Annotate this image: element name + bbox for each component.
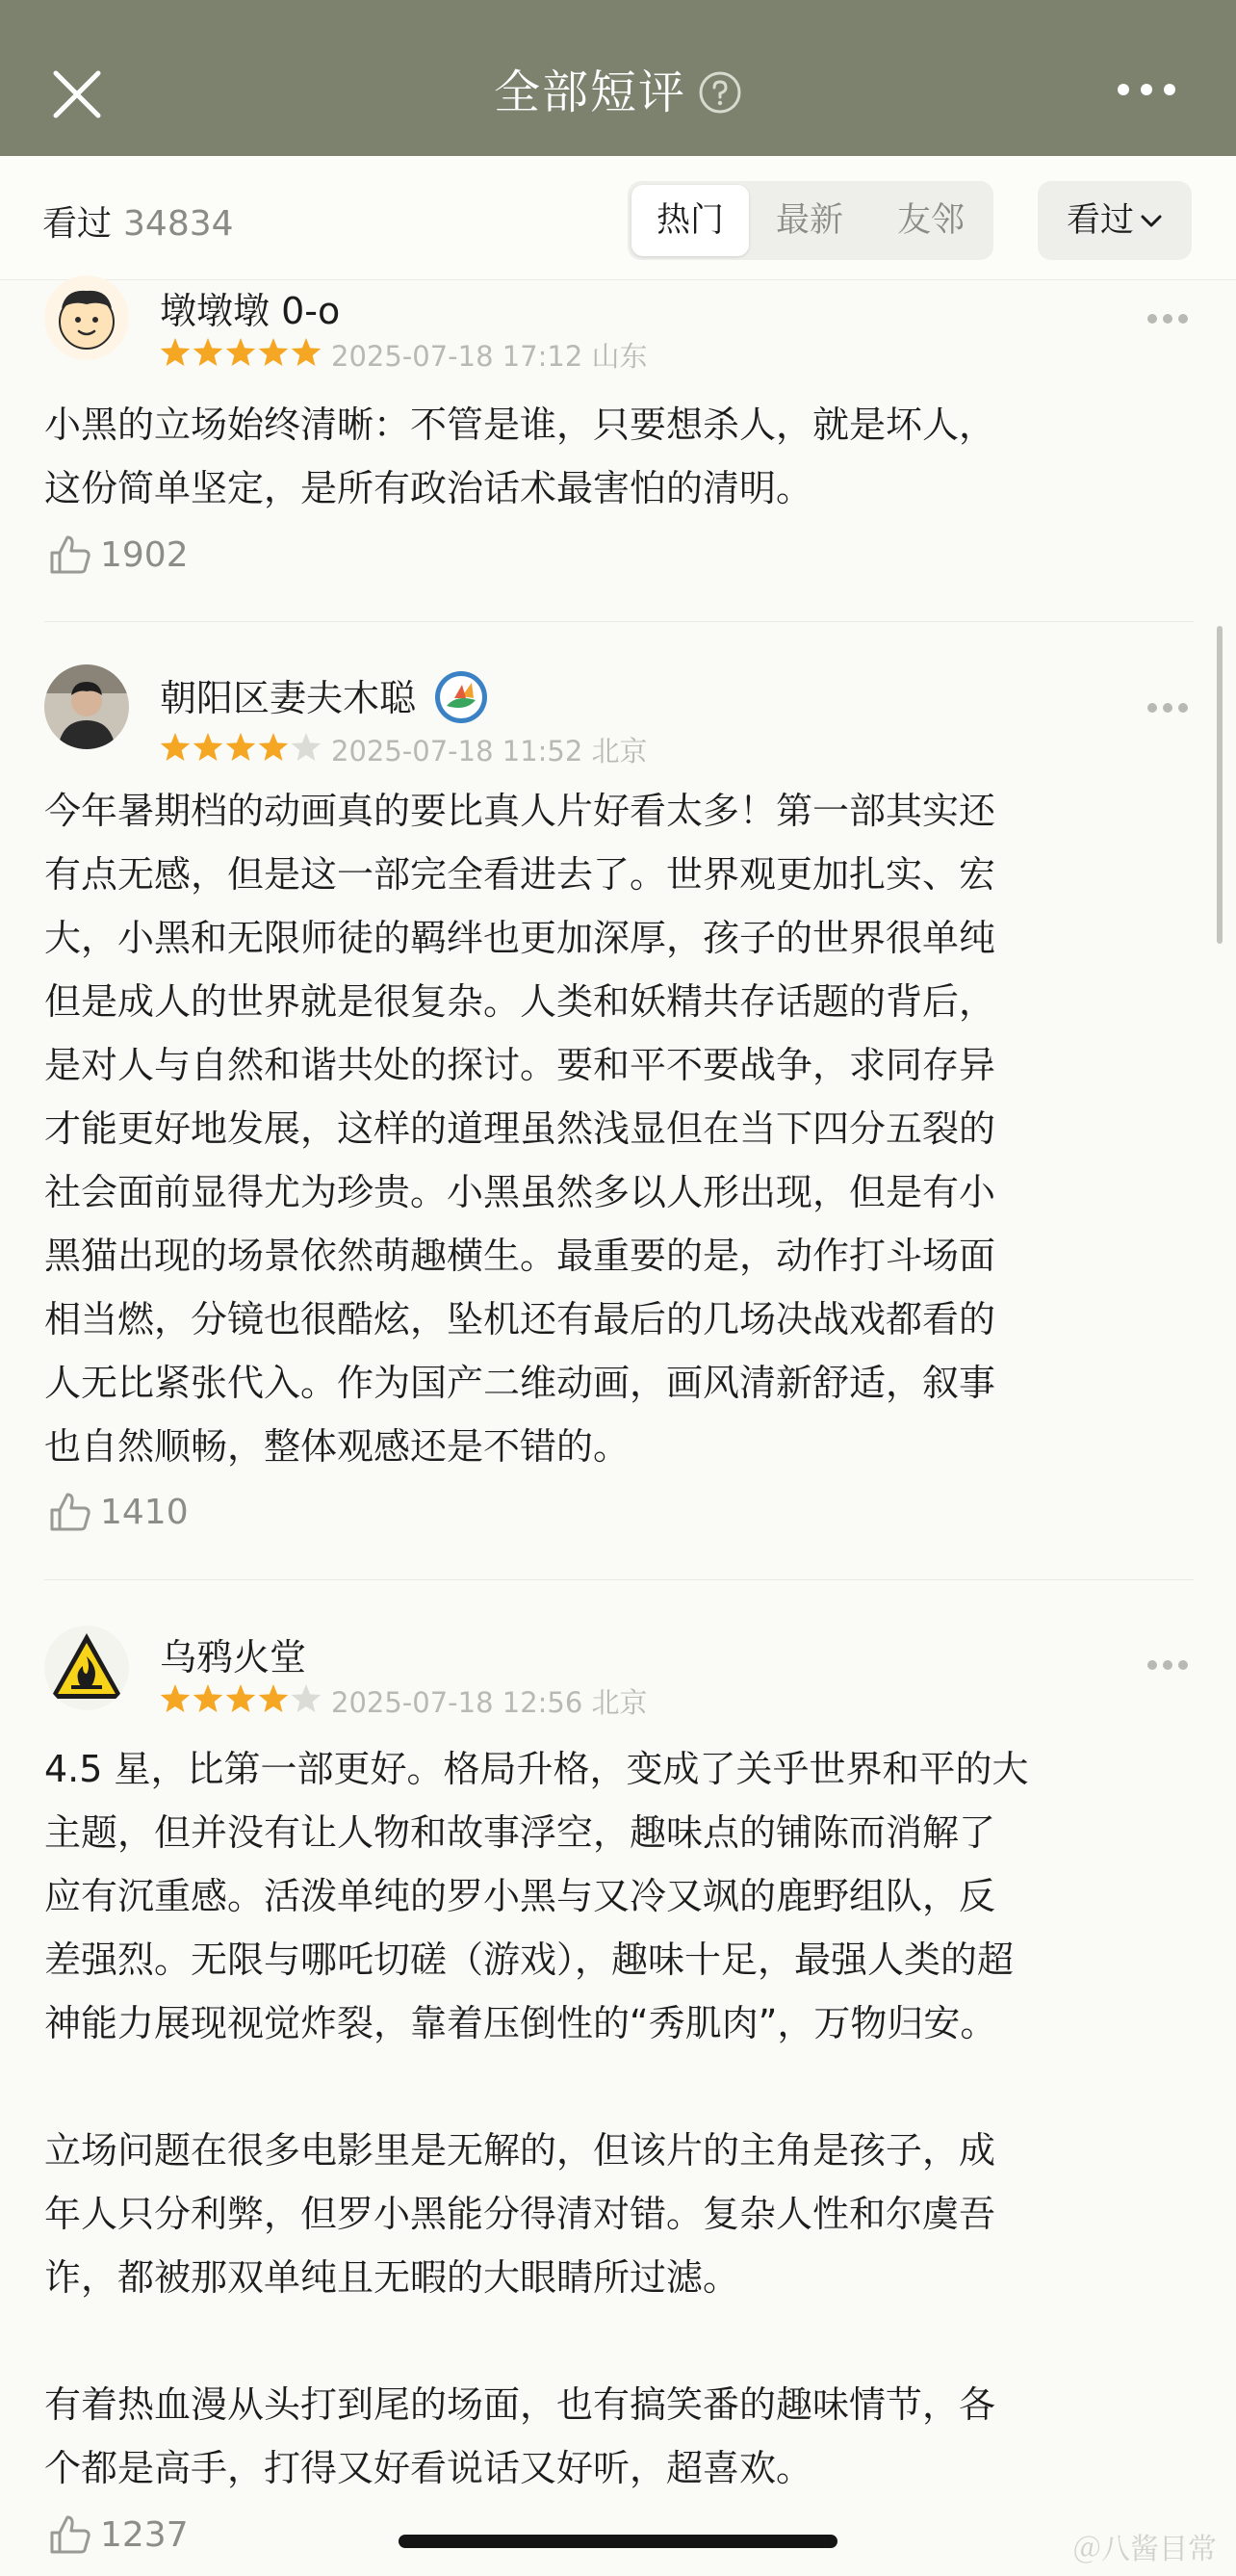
review-text (44, 393, 1194, 520)
more-dots-icon[interactable] (1146, 701, 1190, 715)
page-title-text: 全部短评 (493, 65, 686, 119)
seen-label: 看过 (42, 204, 113, 244)
review-line: 差强烈。无限与哪吒切磋（游戏），趣味十足，最强人类的超 (44, 1939, 1015, 1981)
review-text (44, 1737, 1194, 2500)
filter-bar (0, 156, 1236, 280)
divider (44, 621, 1194, 622)
avatar[interactable] (44, 1626, 129, 1710)
like-button[interactable] (48, 2513, 189, 2560)
home-indicator[interactable] (399, 2535, 837, 2548)
review-time: 2025-07-18 12:56 北京 (331, 1686, 648, 1719)
review-line: 应有沉重感。活泼单纯的罗小黑与又冷又飒的鹿野组队，反 (44, 1875, 996, 1917)
review-line (44, 2309, 1194, 2373)
review-line: 有点无感，但是这一部完全看进去了。世界观更加扎实、宏 (44, 853, 996, 896)
more-dots-icon[interactable] (1146, 312, 1190, 325)
review-time: 2025-07-18 17:12 山东 (331, 340, 648, 373)
review-line: 有着热血漫从头打到尾的场面，也有搞笑番的趣味情节，各 (44, 2383, 996, 2426)
sort-tabs (628, 181, 993, 260)
review-line: 是对人与自然和谐共处的探讨。要和平不要战争，求同存异 (44, 1044, 996, 1086)
review-line: 相当燃，分镜也很酷炫，坠机还有最后的几场决战戏都看的 (44, 1298, 996, 1340)
star-filled-icon (161, 733, 190, 761)
review-line (44, 2055, 1194, 2119)
star-empty-icon (292, 1684, 321, 1712)
review-line: 但是成人的世界就是很复杂。人类和妖精共存话题的背后， (44, 980, 996, 1023)
star-filled-icon (161, 1684, 190, 1712)
more-dots-icon[interactable] (1115, 79, 1178, 100)
rating-stars (160, 337, 323, 370)
like-button[interactable] (48, 533, 189, 580)
question-circle-icon[interactable] (698, 70, 742, 115)
review-line: 人无比紧张代入。作为国产二维动画，画风清新舒适，叙事 (44, 1362, 996, 1404)
tab-friends[interactable]: 友邻 (896, 201, 965, 240)
like-count: 1902 (100, 534, 189, 575)
page-title (0, 56, 1236, 123)
seen-count (42, 196, 234, 246)
star-filled-icon (292, 338, 321, 366)
tab-latest[interactable]: 最新 (775, 201, 843, 240)
rating-stars (160, 732, 323, 765)
like-count: 1410 (100, 1492, 189, 1532)
rating-stars (160, 1683, 323, 1716)
scrollbar[interactable] (1217, 626, 1223, 944)
review-line: 个都是高手，打得又好看说话又好听，超喜欢。 (44, 2447, 813, 2489)
avatar[interactable] (44, 275, 129, 360)
review-line: 神能力展现视觉炸裂，靠着压倒性的“秀肌肉”，万物归安。 (44, 2002, 997, 2044)
review-line: 黑猫出现的场景依然萌趣横生。最重要的是，动作打斗场面 (44, 1235, 996, 1277)
review-line: 才能更好地发展，这样的道理虽然浅显但在当下四分五裂的 (44, 1107, 996, 1150)
watermark: ＠八酱目常 (1072, 2533, 1217, 2566)
username[interactable] (160, 668, 489, 725)
like-count: 1237 (100, 2514, 189, 2555)
username[interactable]: 墩墩墩 0-o (160, 290, 341, 332)
star-filled-icon (259, 733, 288, 761)
more-dots-icon[interactable] (1146, 1658, 1190, 1672)
seen-filter-dropdown[interactable] (1038, 181, 1192, 260)
star-empty-icon (292, 733, 321, 761)
username-text: 朝阳区妻夫木聪 (160, 677, 417, 719)
tab-hot[interactable]: 热门 (631, 185, 749, 256)
username[interactable]: 乌鸦火堂 (160, 1636, 307, 1678)
review-line: 诈，都被那双单纯且无暇的大眼睛所过滤。 (44, 2256, 740, 2299)
chevron-down-icon (1140, 214, 1163, 229)
review-line: 立场问题在很多电影里是无解的，但该片的主角是孩子，成 (44, 2129, 996, 2172)
review-line: 也自然顺畅，整体观感还是不错的。 (44, 1425, 631, 1468)
seen-number: 34834 (123, 204, 234, 244)
star-filled-icon (226, 338, 255, 366)
like-button[interactable] (48, 1491, 189, 1537)
star-filled-icon (193, 733, 222, 761)
review-line: 社会面前显得尤为珍贵。小黑虽然多以人形出现，但是有小 (44, 1171, 996, 1213)
thumb-up-icon (48, 533, 92, 576)
star-filled-icon (226, 733, 255, 761)
review-line: 今年暑期档的动画真的要比真人片好看太多！第一部其实还 (44, 790, 996, 832)
star-filled-icon (226, 1684, 255, 1712)
review-line: 这份简单坚定，是所有政治话术最害怕的清明。 (44, 467, 813, 509)
review-line: 大，小黑和无限师徒的羁绊也更加深厚，孩子的世界很单纯 (44, 917, 996, 959)
verified-badge-icon (433, 669, 489, 725)
star-filled-icon (259, 338, 288, 366)
star-filled-icon (161, 338, 190, 366)
top-nav-bar (0, 0, 1236, 156)
star-filled-icon (193, 1684, 222, 1712)
thumb-up-icon (48, 1491, 92, 1533)
thumb-up-icon (48, 2513, 92, 2556)
star-filled-icon (259, 1684, 288, 1712)
review-line: 小黑的立场始终清晰：不管是谁，只要想杀人，就是坏人， (44, 403, 996, 446)
review-text (44, 779, 1194, 1478)
review-line: 4.5 星，比第一部更好。格局升格，变成了关乎世界和平的大 (44, 1748, 1029, 1790)
review-line: 年人只分利弊，但罗小黑能分得清对错。复杂人性和尔虞吾 (44, 2193, 996, 2235)
avatar[interactable] (44, 664, 129, 749)
seen-filter-label: 看过 (1066, 201, 1134, 240)
review-time: 2025-07-18 11:52 北京 (331, 735, 648, 768)
divider (44, 1579, 1194, 1580)
review-line: 主题，但并没有让人物和故事浮空，趣味点的铺陈而消解了 (44, 1811, 996, 1854)
star-filled-icon (193, 338, 222, 366)
